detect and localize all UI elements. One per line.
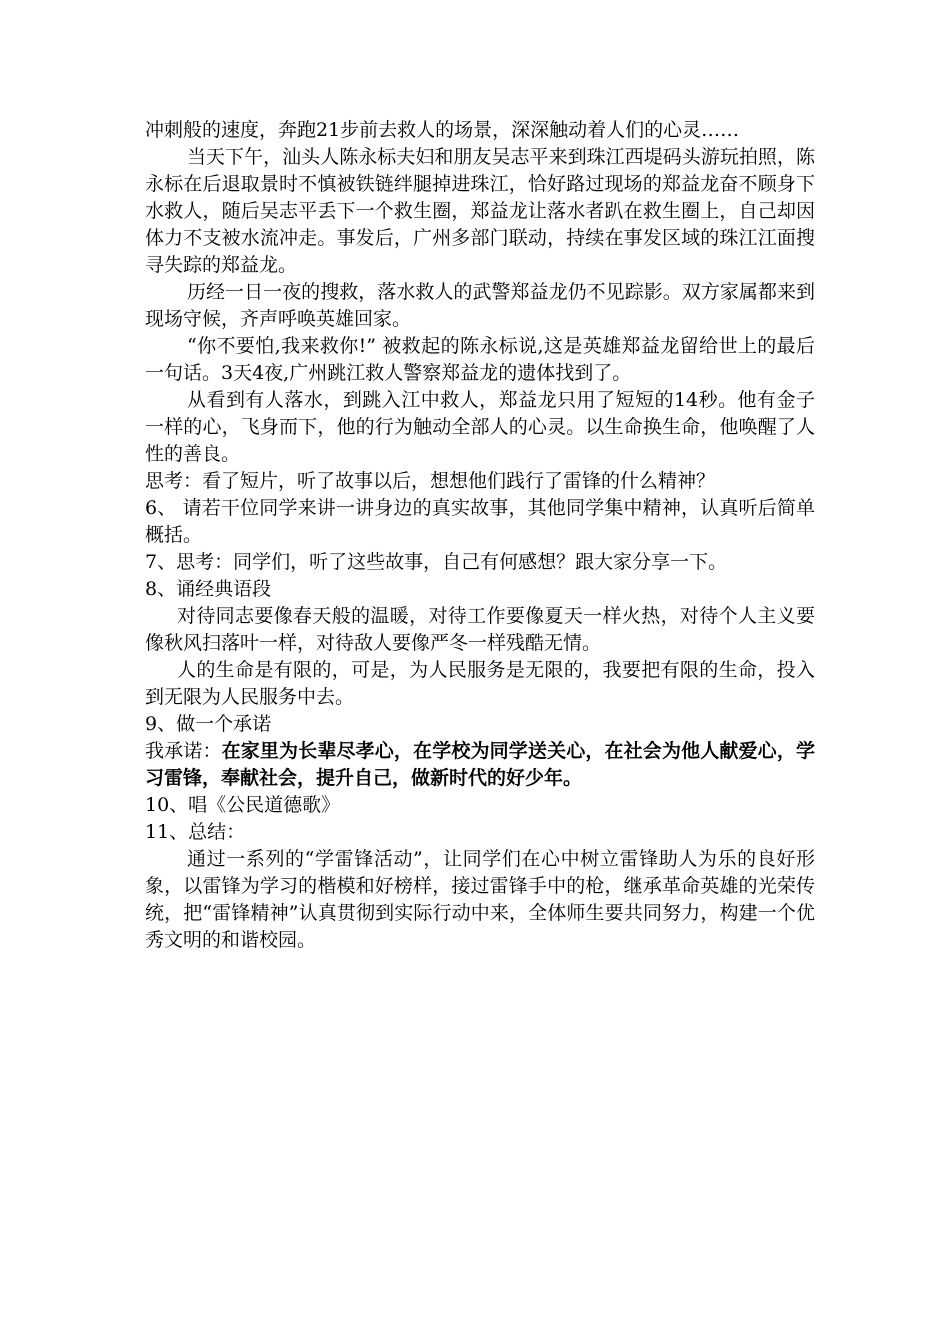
paragraph-fourteen-seconds: 从看到有人落水，到跳入江中救人，郑益龙只用了短短的14秒。他有金子一样的心，飞身而下，他的行为触动全部人的心灵。以生命换生命，他唤醒了人性的善良。 [145,389,815,465]
classic-quote-1: 对待同志要像春天般的温暖，对待工作要像夏天一样火热，对待个人主义要像秋风扫落叶一样，对待敌人要像严冬一样残酷无情。 [145,605,815,654]
item-6-stories: 6、 请若干位同学来讲一讲身边的真实故事，其他同学集中精神，认真听后简单概括。 [145,497,815,546]
paragraph-last-words: “你不要怕,我来救你!” 被救起的陈永标说,这是英雄郑益龙留给世上的最后一句话。3天4夜,广州跳江救人警察郑益龙的遗体找到了。 [145,335,815,384]
item-9-promise-heading: 9、做一个承诺 [145,713,272,735]
paragraph-incident: 当天下午，汕头人陈永标夫妇和朋友吴志平来到珠江西堤码头游玩拍照，陈永标在后退取景时不慎被铁链绊腿掉进珠江，恰好路过现场的郑益龙奋不顾身下水救人，随后吴志平丢下一个救生圈，郑益龙让落水者趴在救生圈上，自己却因体力不支被水流冲走。事发后，广州多部门联动，持续在事发区域的珠江江面搜寻失踪的郑益龙。 [145,146,815,276]
document-body [145,117,815,954]
item-11-summary-heading: 11、总结： [145,821,246,843]
item-8-classic-heading: 8、诵经典语段 [145,578,272,600]
promise-label: 我承诺： [145,740,222,762]
paragraph-reflection-question: 思考：看了短片，听了故事以后，想想他们践行了雷锋的什么精神？ [145,470,716,492]
promise-paragraph [145,738,815,792]
item-10-song: 10、唱《公民道德歌》 [145,794,341,816]
promise-text: 在家里为长辈尽孝心，在学校为同学送关心，在社会为他人献爱心，学习雷锋，奉献社会，提升自己，做新时代的好少年。 [145,740,815,789]
classic-quote-2: 人的生命是有限的，可是，为人民服务是无限的，我要把有限的生命，投入到无限为人民服务中去。 [145,659,815,708]
paragraph-rescue-intro: 冲刺般的速度，奔跑21步前去救人的场景，深深触动着人们的心灵…… [145,119,740,141]
paragraph-search: 历经一日一夜的搜救，落水救人的武警郑益龙仍不见踪影。双方家属都来到现场守候，齐声呼唤英雄回家。 [145,281,815,330]
item-7-think: 7、思考：同学们，听了这些故事，自己有何感想？跟大家分享一下。 [145,551,728,573]
summary-paragraph: 通过一系列的“学雷锋活动”，让同学们在心中树立雷锋助人为乐的良好形象，以雷锋为学习的楷模和好榜样，接过雷锋手中的枪，继承革命英雄的光荣传统，把“雷锋精神”认真贯彻到实际行动中来，全体师生要共同努力，构建一个优秀文明的和谐校园。 [145,848,815,951]
